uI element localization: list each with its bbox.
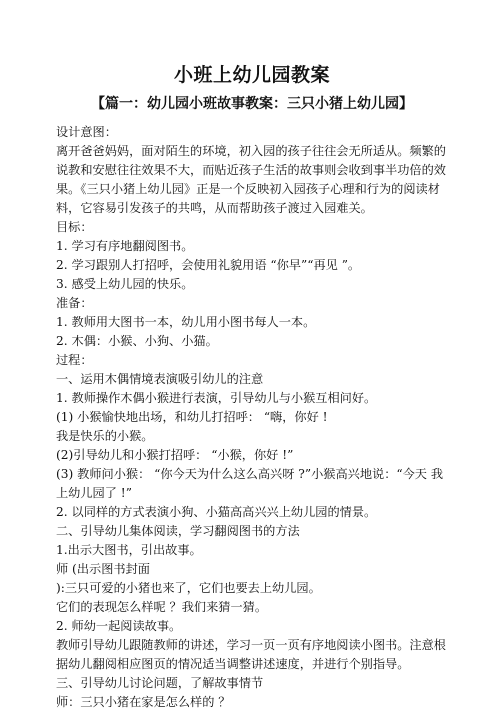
step-line: ):三只可爱的小猪也来了，它们也要去上幼儿园。 xyxy=(56,581,321,595)
document-body xyxy=(56,123,448,712)
prep-item-1: 1. 教师用大图书一本，幼儿用小图书每人一本。 xyxy=(56,315,316,329)
step-line: 师 (出示图书封面 xyxy=(56,562,150,576)
step-line: 1. 教师操作木偶小猴进行表演，引导幼儿与小猴互相问好。 xyxy=(56,391,377,405)
section-heading-goals: 目标： xyxy=(56,220,93,234)
step-line: 2. 以同样的方式表演小狗、小猫高高兴兴上幼儿园的情景。 xyxy=(56,505,377,519)
paragraph-guided-reading: 教师引导幼儿跟随教师的讲述，学习一页一页有序地阅读小图书。注意根据幼儿翻阅相应图页的情况适当调整讲述速度，并进行个别指导。 xyxy=(56,638,446,671)
document-subtitle: 【篇一：幼儿园小班故事教案：三只小猪上幼儿园】 xyxy=(91,96,413,112)
step-line: (3) 教师问小猴： “你今天为什么这么高兴呀 ?”小猴高兴地说：“今天 我上幼儿园了 !” xyxy=(56,467,444,500)
goal-item-3: 3. 感受上幼儿园的快乐。 xyxy=(56,277,194,291)
section-heading-prep: 准备： xyxy=(56,296,93,310)
goal-item-2: 2. 学习跟别人打招呼，会使用礼貌用语 “你早”“再见 ”。 xyxy=(56,258,361,272)
step-heading-2: 二、引导幼儿集体阅读，学习翻阅图书的方法 xyxy=(56,524,300,538)
step-heading-1: 一、运用木偶情境表演吸引幼儿的注意 xyxy=(56,372,264,386)
section-heading-design: 设计意图： xyxy=(56,125,117,139)
section-heading-process: 过程： xyxy=(56,353,93,367)
step-line: 师：三只小猪在家是怎么样的 ？ xyxy=(56,695,231,709)
document-title: 小班上幼儿园教案 xyxy=(173,64,330,86)
paragraph-design-intent: 离开爸爸妈妈，面对陌生的环境，初入园的孩子往往会无所适从。频繁的说教和安慰往往效果不大，而贴近孩子生活的故事则会收到事半功倍的效果。《三只小猪上幼儿园》正是一个反映初入园孩子心理和行为的阅读材料，它容易引发孩子的共鸣，从而帮助孩子渡过入园难关。 xyxy=(56,144,446,215)
prep-item-2: 2. 木偶：小猴、小狗、小猫。 xyxy=(56,334,218,348)
goal-item-1: 1. 学习有序地翻阅图书。 xyxy=(56,239,194,253)
step-line: (2)引导幼儿和小猴打招呼： “小猴，你好 !” xyxy=(56,448,294,462)
step-line: 2. 师幼一起阅读故事。 xyxy=(56,619,182,633)
step-line: (1) 小猴愉快地出场，和幼儿打招呼： “嗨，你好 ! xyxy=(56,410,328,424)
step-heading-3: 三、引导幼儿讨论问题，了解故事情节 xyxy=(56,676,264,690)
step-line: 1.出示大图书，引出故事。 xyxy=(56,543,202,557)
step-line: 它们的表现怎么样呢 ？我们来猜一猜。 xyxy=(56,600,268,614)
step-line: 我是快乐的小猴。 xyxy=(56,429,154,443)
